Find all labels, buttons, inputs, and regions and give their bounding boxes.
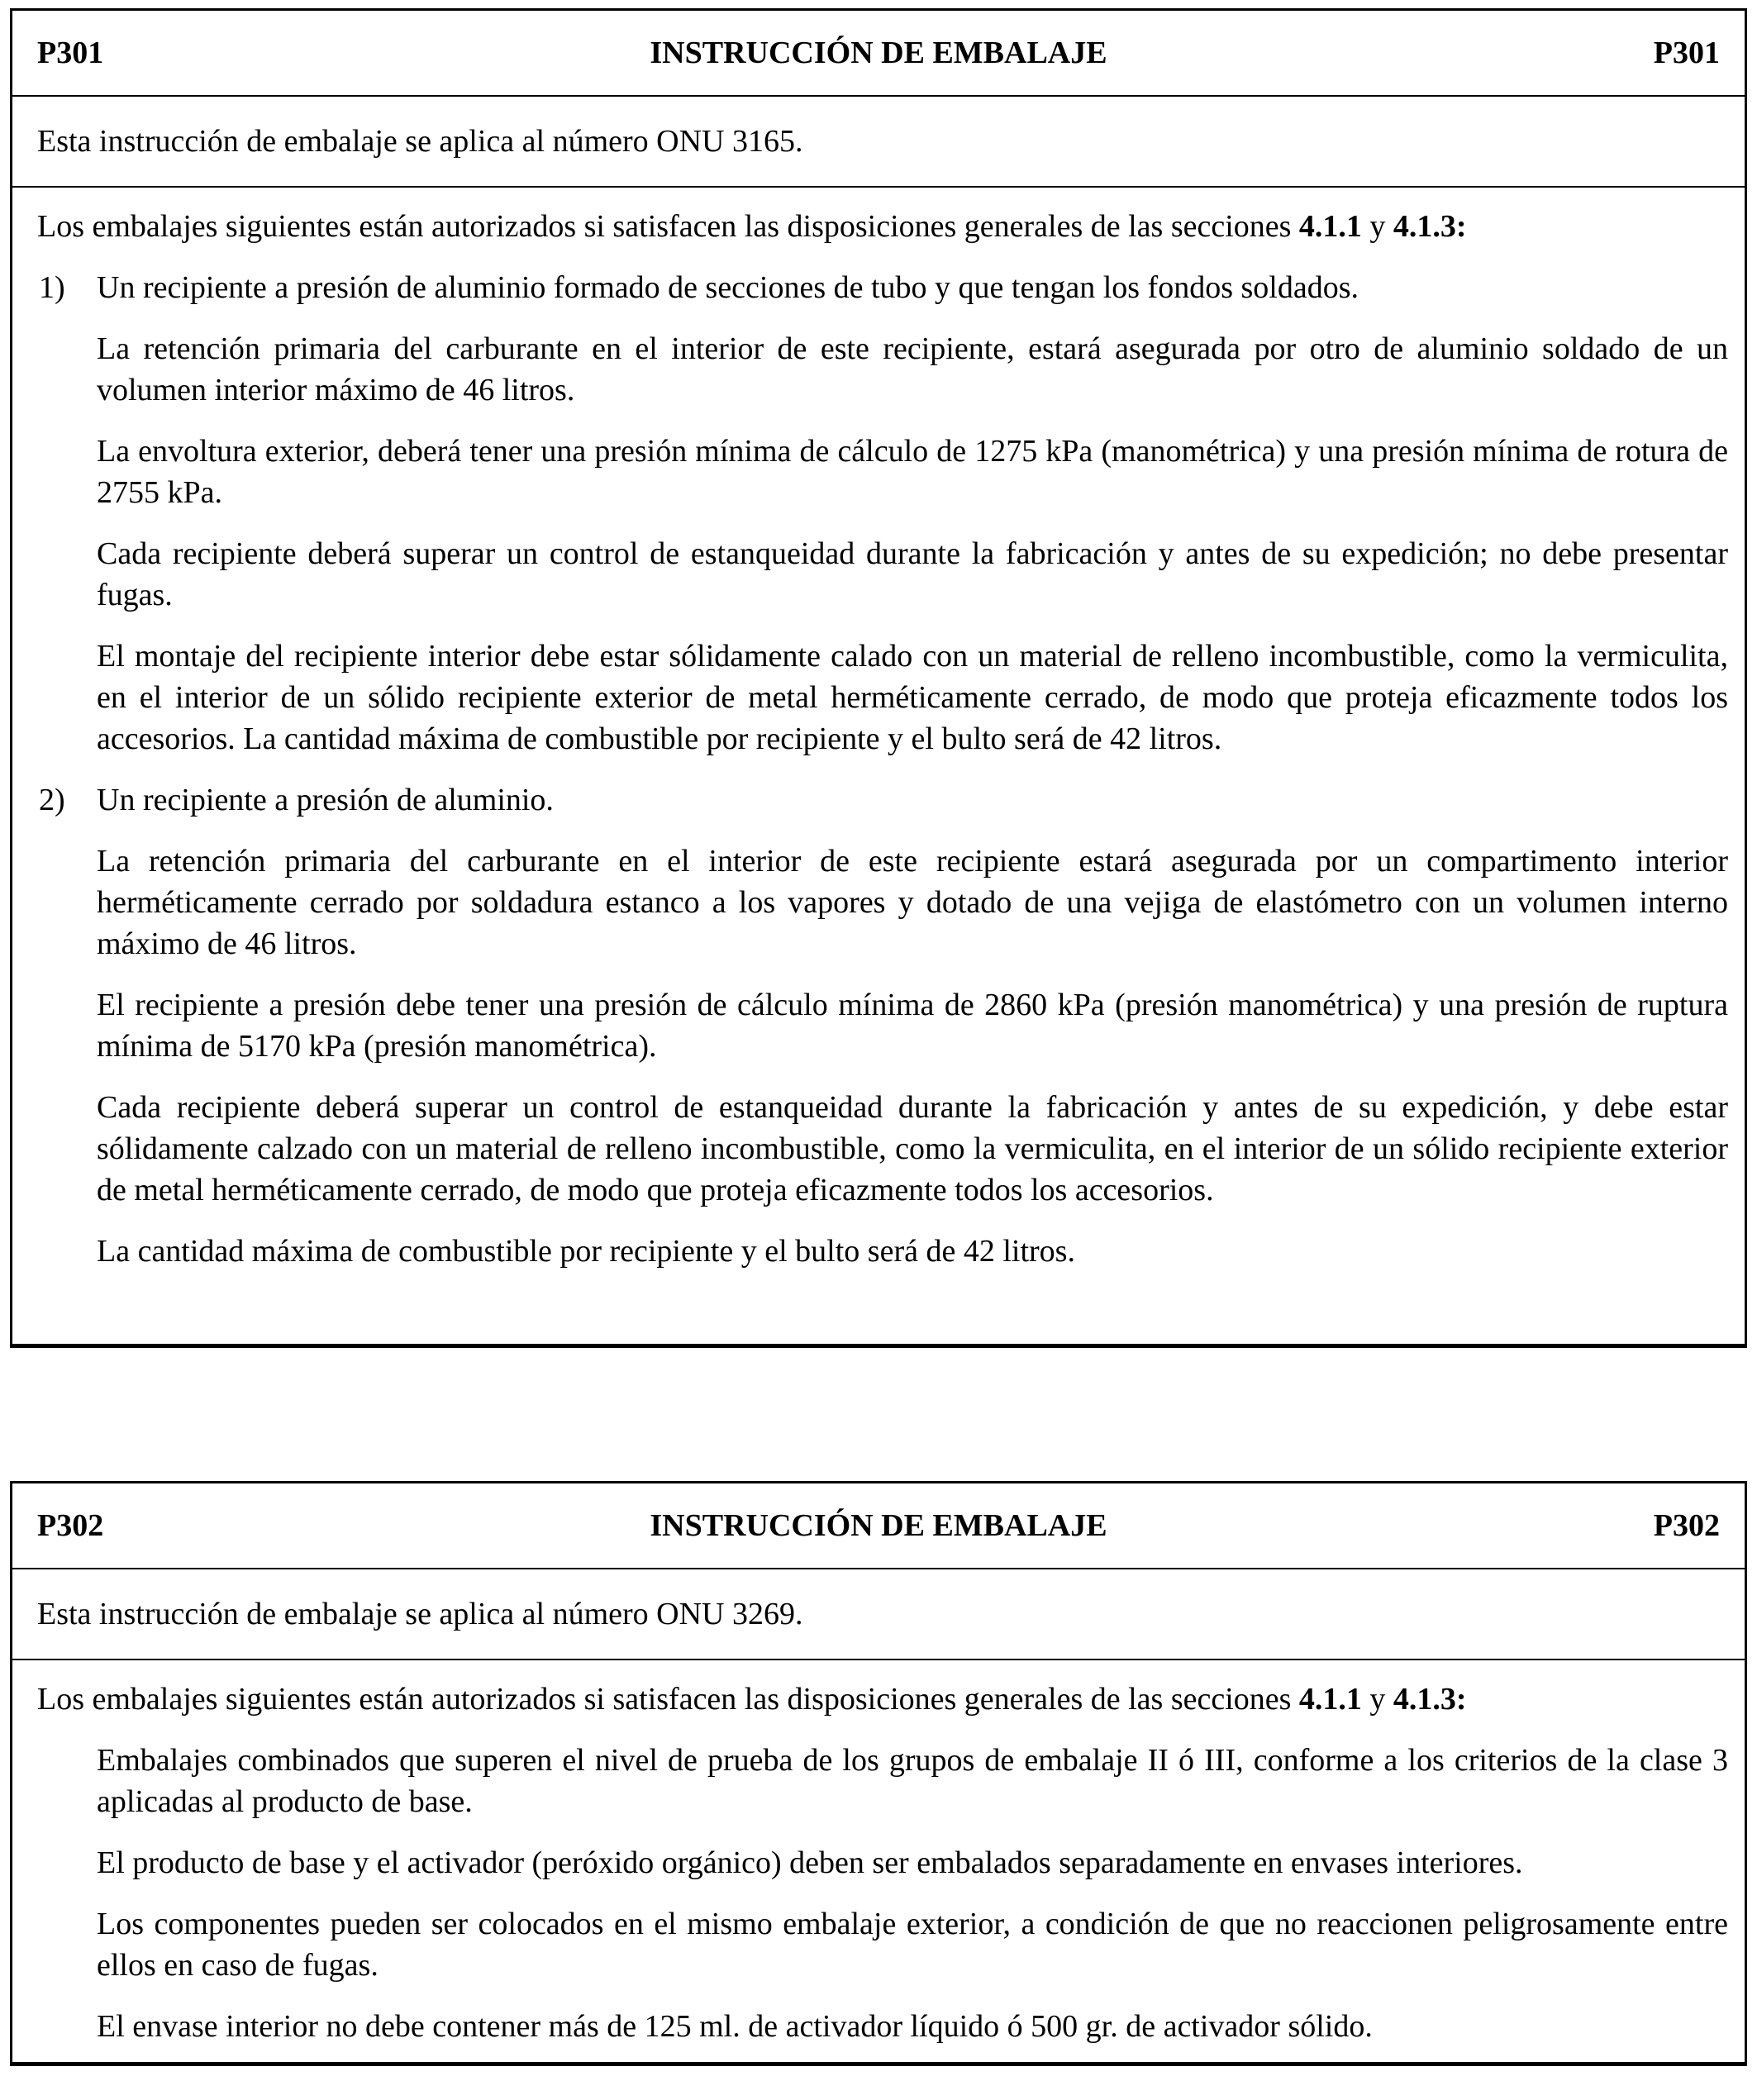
item-paragraph: La cantidad máxima de combustible por recipiente y el bulto será de 42 litros. xyxy=(97,1234,1075,1269)
applies-text: Esta instrucción de embalaje se aplica al número ONU 3269. xyxy=(37,1597,803,1631)
item-number: 2) xyxy=(39,783,65,817)
table-header-row xyxy=(12,11,1745,97)
section-ref: 4.1.3 xyxy=(1393,209,1456,244)
intro-text: Los embalajes siguientes están autorizados si satisfacen las disposiciones generales de las secciones xyxy=(37,209,1299,244)
intro-conjunction: y xyxy=(1361,1682,1393,1717)
section-ref: 4.1.3 xyxy=(1393,1682,1456,1717)
intro-paragraph xyxy=(37,1679,1728,1720)
section-ref: 4.1.1 xyxy=(1298,209,1362,244)
item-paragraph: La retención primaria del carburante en el interior de este recipiente, estará asegurada por otro de aluminio soldado de un volumen interior máximo de 46 litros. xyxy=(97,331,1728,407)
applies-text: Esta instrucción de embalaje se aplica al número ONU 3165. xyxy=(37,124,803,159)
table-header-row xyxy=(12,1483,1745,1569)
item-paragraph: La retención primaria del carburante en el interior de este recipiente estará asegurada por un compartimento interior herméticamente cerrado por soldadura estanco a los vapores y dotado de una vejiga de elastómetro con un volumen interno máximo de 46 litros. xyxy=(97,844,1728,961)
intro-colon: : xyxy=(1455,1682,1467,1717)
item-paragraph: Cada recipiente deberá superar un control de estanqueidad durante la fabricación y antes de su expedición; no debe presentar fugas. xyxy=(97,536,1728,612)
item-lead-text: Un recipiente a presión de aluminio. xyxy=(97,783,554,817)
header-title: INSTRUCCIÓN DE EMBALAJE xyxy=(650,1508,1107,1543)
applies-row xyxy=(12,1569,1745,1660)
item-lead-text: Un recipiente a presión de aluminio formado de secciones de tubo y que tengan los fondos soldados. xyxy=(97,270,1359,305)
item-paragraph: Cada recipiente deberá superar un control de estanqueidad durante la fabricación y antes de su expedición, y debe estar sólidamente calzado con un material de relleno incombustible, como la vermiculita, en el interior de un sólido recipiente exterior de metal herméticamente cerrado, de modo que proteja eficazmente todos los accesorios. xyxy=(97,1090,1728,1207)
header-code-left: P301 xyxy=(37,36,104,70)
intro-paragraph xyxy=(37,206,1728,247)
item-number: 1) xyxy=(39,270,65,305)
intro-conjunction: y xyxy=(1361,209,1393,244)
numbered-item xyxy=(37,267,1728,308)
packing-instruction-table-p302 xyxy=(10,1481,1747,2066)
header-code-right: P301 xyxy=(1653,36,1720,70)
packing-instruction-table-p301 xyxy=(10,8,1747,1348)
item-paragraph: La envoltura exterior, deberá tener una presión mínima de cálculo de 1275 kPa (manométrica) y una presión mínima de rotura de 2755 kPa. xyxy=(97,434,1728,510)
body-paragraph: El envase interior no debe contener más de 125 ml. de activador líquido ó 500 gr. de activador sólido. xyxy=(97,2009,1373,2044)
body-paragraph: Embalajes combinados que superen el nivel de prueba de los grupos de embalaje II ó III, conforme a los criterios de la clase 3 aplicadas al producto de base. xyxy=(97,1743,1728,1819)
item-paragraph: El recipiente a presión debe tener una presión de cálculo mínima de 2860 kPa (presión manométrica) y una presión de ruptura mínima de 5170 kPa (presión manométrica). xyxy=(97,988,1728,1064)
content-row xyxy=(12,188,1745,1344)
body-paragraph: El producto de base y el activador (peróxido orgánico) deben ser embalados separadamente en envases interiores. xyxy=(97,1845,1523,1880)
header-title: INSTRUCCIÓN DE EMBALAJE xyxy=(650,36,1107,70)
header-code-right: P302 xyxy=(1653,1508,1720,1543)
intro-colon: : xyxy=(1455,209,1467,244)
applies-row xyxy=(12,97,1745,188)
content-row xyxy=(12,1660,1745,2062)
numbered-item xyxy=(37,779,1728,821)
section-ref: 4.1.1 xyxy=(1298,1682,1362,1717)
intro-text: Los embalajes siguientes están autorizados si satisfacen las disposiciones generales de las secciones xyxy=(37,1682,1299,1717)
item-paragraph: El montaje del recipiente interior debe estar sólidamente calado con un material de relleno incombustible, como la vermiculita, en el interior de un sólido recipiente exterior de metal herméticamente cerrado, de modo que proteja eficazmente todos los accesorios. La cantidad máxima de combustible por recipiente y el bulto será de 42 litros. xyxy=(97,639,1728,756)
header-code-left: P302 xyxy=(37,1508,104,1543)
body-paragraph: Los componentes pueden ser colocados en el mismo embalaje exterior, a condición de que no reaccionen peligrosamente entre ellos en caso de fugas. xyxy=(97,1907,1728,1983)
